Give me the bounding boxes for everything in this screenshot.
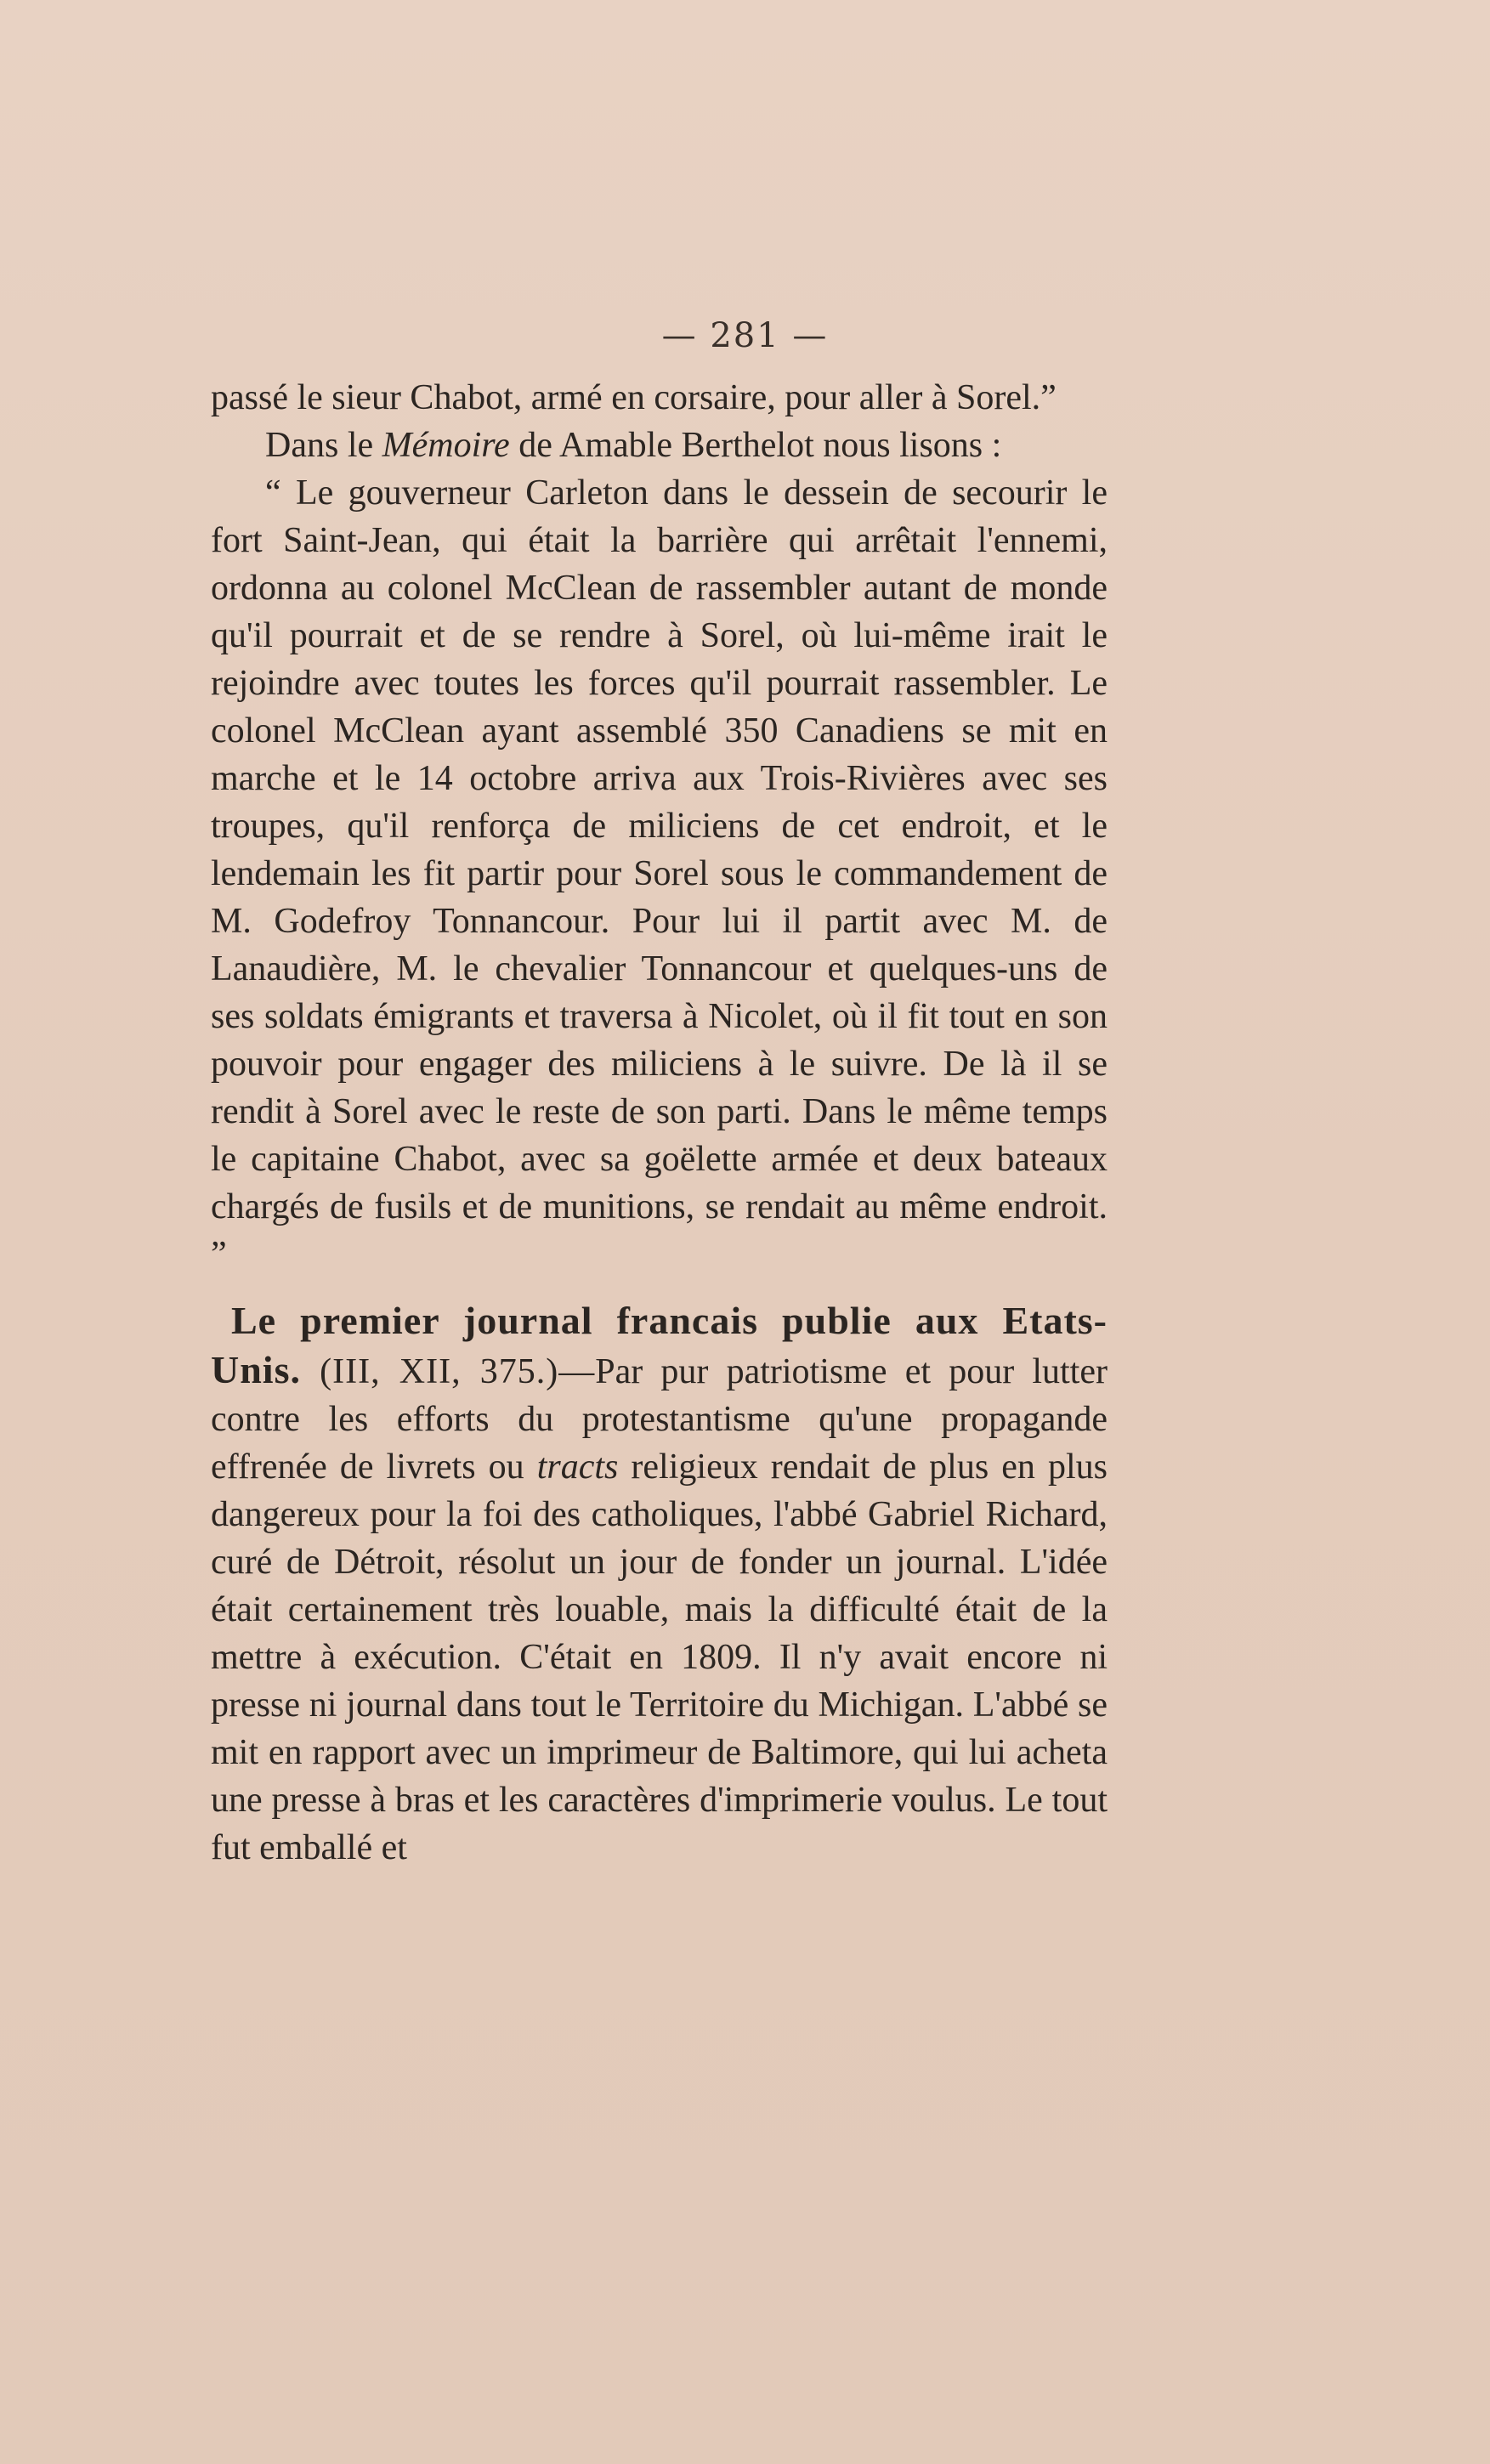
tracts-word: tracts — [536, 1447, 619, 1487]
intro-text-before: Dans le — [265, 426, 382, 465]
section-heading: Le premier journal francais publie aux Etats-Unis. — [211, 1299, 1108, 1391]
section-paragraph — [211, 1297, 1108, 1872]
paragraph-memoire-intro — [211, 422, 1108, 469]
intro-text-after: de Amable Berthelot nous lisons : — [509, 426, 1002, 465]
section-body-part-2: religieux rendait de plus en plus dangereux pour la foi des catholiques, l'abbé Gabriel Richard, curé de Détroit, résolut un jour de fonder un journal. L'idée était certainement très louable, mais la difficulté était de la mettre à exécution. C'était en 1809. Il n'y avait encore ni presse ni journal dans tout le Territoire du Michigan. L'abbé se mit en rapport avec un imprimeur de Baltimore, qui lui acheta une presse à bras et les caractères d'imprimerie voulus. Le tout fut emballé et — [211, 1447, 1108, 1867]
paragraph-continuation: passé le sieur Chabot, armé en corsaire, pour aller à Sorel.” — [211, 378, 1057, 417]
memoire-title: Mémoire — [382, 426, 510, 465]
section-reference: (III, XII, 375.)— — [300, 1352, 596, 1391]
section-body-part-1: Par pur patriotisme et pour lutter contre les efforts du protestantisme qu'une propagande effrenée de livrets ou — [211, 1352, 1108, 1487]
page-number: — 281 — — [661, 316, 829, 355]
page-body — [211, 374, 1108, 1872]
paragraph-quotation: “ Le gouverneur Carleton dans le dessein de secourir le fort Saint-Jean, qui était la barrière qui arrêtait l'ennemi, ordonna au colonel McClean de rassembler autant de monde qu'il pourrait et de se rendre à Sorel, où lui-même irait le rejoindre avec toutes les forces qu'il pourrait rassembler. Le colonel McClean ayant assemblé 350 Canadiens se mit en marche et le 14 octobre arriva aux Trois-Rivières avec ses troupes, qu'il renforça de miliciens de cet endroit, et le lendemain les fit partir pour Sorel sous le commandement de M. Godefroy Tonnancour. Pour lui il partit avec M. de Lanaudière, M. le chevalier Tonnancour et quelques-uns de ses soldats émigrants et traversa à Nicolet, où il fit tout en son pouvoir pour engager des miliciens à le suivre. De là il se rendit à Sorel avec le reste de son parti. Dans le même temps le capitaine Chabot, avec sa goëlette armée et deux bateaux chargés de fusils et de munitions, se rendait au même endroit. ” — [211, 473, 1108, 1274]
